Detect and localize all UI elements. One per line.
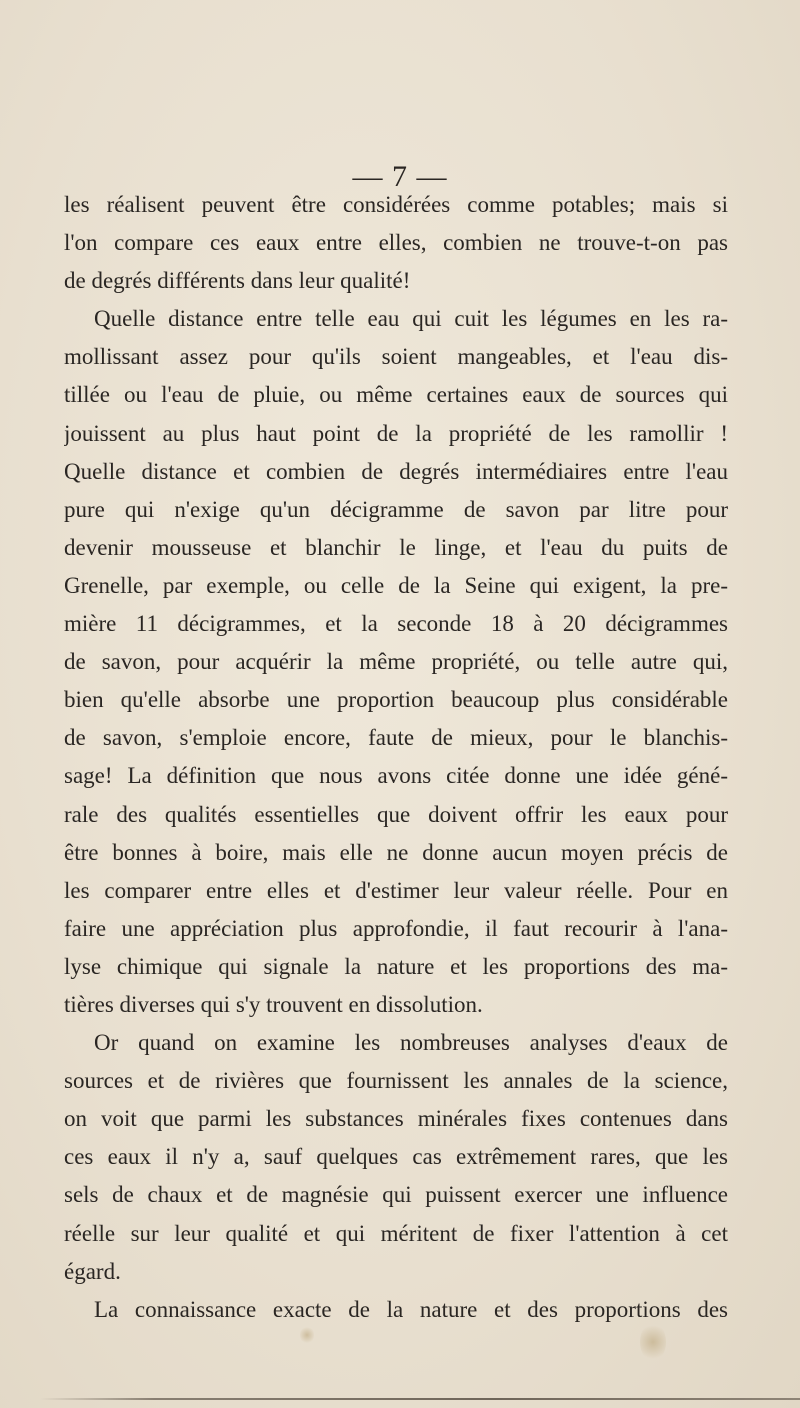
text-line: jouissent au plus haut point de la propriété de les ramollir ! [64,420,728,446]
text-line: de degrés différents dans leur qualité! [64,268,411,294]
text-line: La connaissance exacte de la nature et des proportions des [94,1296,728,1322]
text-line: bien qu'elle absorbe une proportion beaucoup plus considérable [64,687,728,713]
text-line: rale des qualités essentielles que doivent offrir les eaux pour [64,801,728,827]
text-line: lyse chimique qui signale la nature et les proportions des ma- [64,953,728,979]
text-line: tières diverses qui s'y trouvent en dissolution. [64,991,483,1017]
text-line: de savon, s'emploie encore, faute de mieux, pour le blanchis- [64,725,728,751]
text-line: devenir mousseuse et blanchir le linge, et l'eau du puits de [64,534,728,560]
text-line: Quelle distance et combien de degrés intermédiaires entre l'eau [64,458,728,484]
text-line: Or quand on examine les nombreuses analyses d'eaux de [94,1030,728,1056]
page-number: — 7 — [352,160,448,193]
text-line: réelle sur leur qualité et qui méritent de fixer l'attention à cet [64,1220,728,1246]
text-line: Quelle distance entre telle eau qui cuit les légumes en les ra- [94,306,728,332]
body-text [64,186,728,1329]
text-line: ces eaux il n'y a, sauf quelques cas extrêmement rares, que les [64,1144,728,1170]
text-line: les comparer entre elles et d'estimer leur valeur réelle. Pour en [64,877,728,903]
text-line: les réalisent peuvent être considérées comme potables; mais si [64,192,728,217]
text-line: mière 11 décigrammes, et la seconde 18 à 20 décigrammes [64,611,728,637]
text-line: pure qui n'exige qu'un décigramme de savon par litre pour [64,496,728,522]
text-line: sels de chaux et de magnésie qui puissent exercer une influence [64,1182,728,1208]
text-line: de savon, pour acquérir la même propriété, ou telle autre qui, [64,649,728,675]
page-edge-line [40,1398,800,1400]
text-line: Grenelle, par exemple, ou celle de la Seine qui exigent, la pre- [64,572,728,598]
text-line: faire une appréciation plus approfondie, il faut recourir à l'ana- [64,915,728,941]
text-line: on voit que parmi les substances minérales fixes contenues dans [64,1106,728,1132]
text-line: mollissant assez pour qu'ils soient mangeables, et l'eau dis- [64,344,728,370]
text-line: sources et de rivières que fournissent les annales de la science, [64,1068,728,1094]
text-line: tillée ou l'eau de pluie, ou même certaines eaux de sources qui [64,382,728,408]
text-line: être bonnes à boire, mais elle ne donne aucun moyen précis de [64,839,728,865]
text-line: l'on compare ces eaux entre elles, combien ne trouve-t-on pas [64,230,728,256]
text-line: égard. [64,1258,121,1284]
text-line: sage! La définition que nous avons citée donne une idée géné- [64,763,728,789]
